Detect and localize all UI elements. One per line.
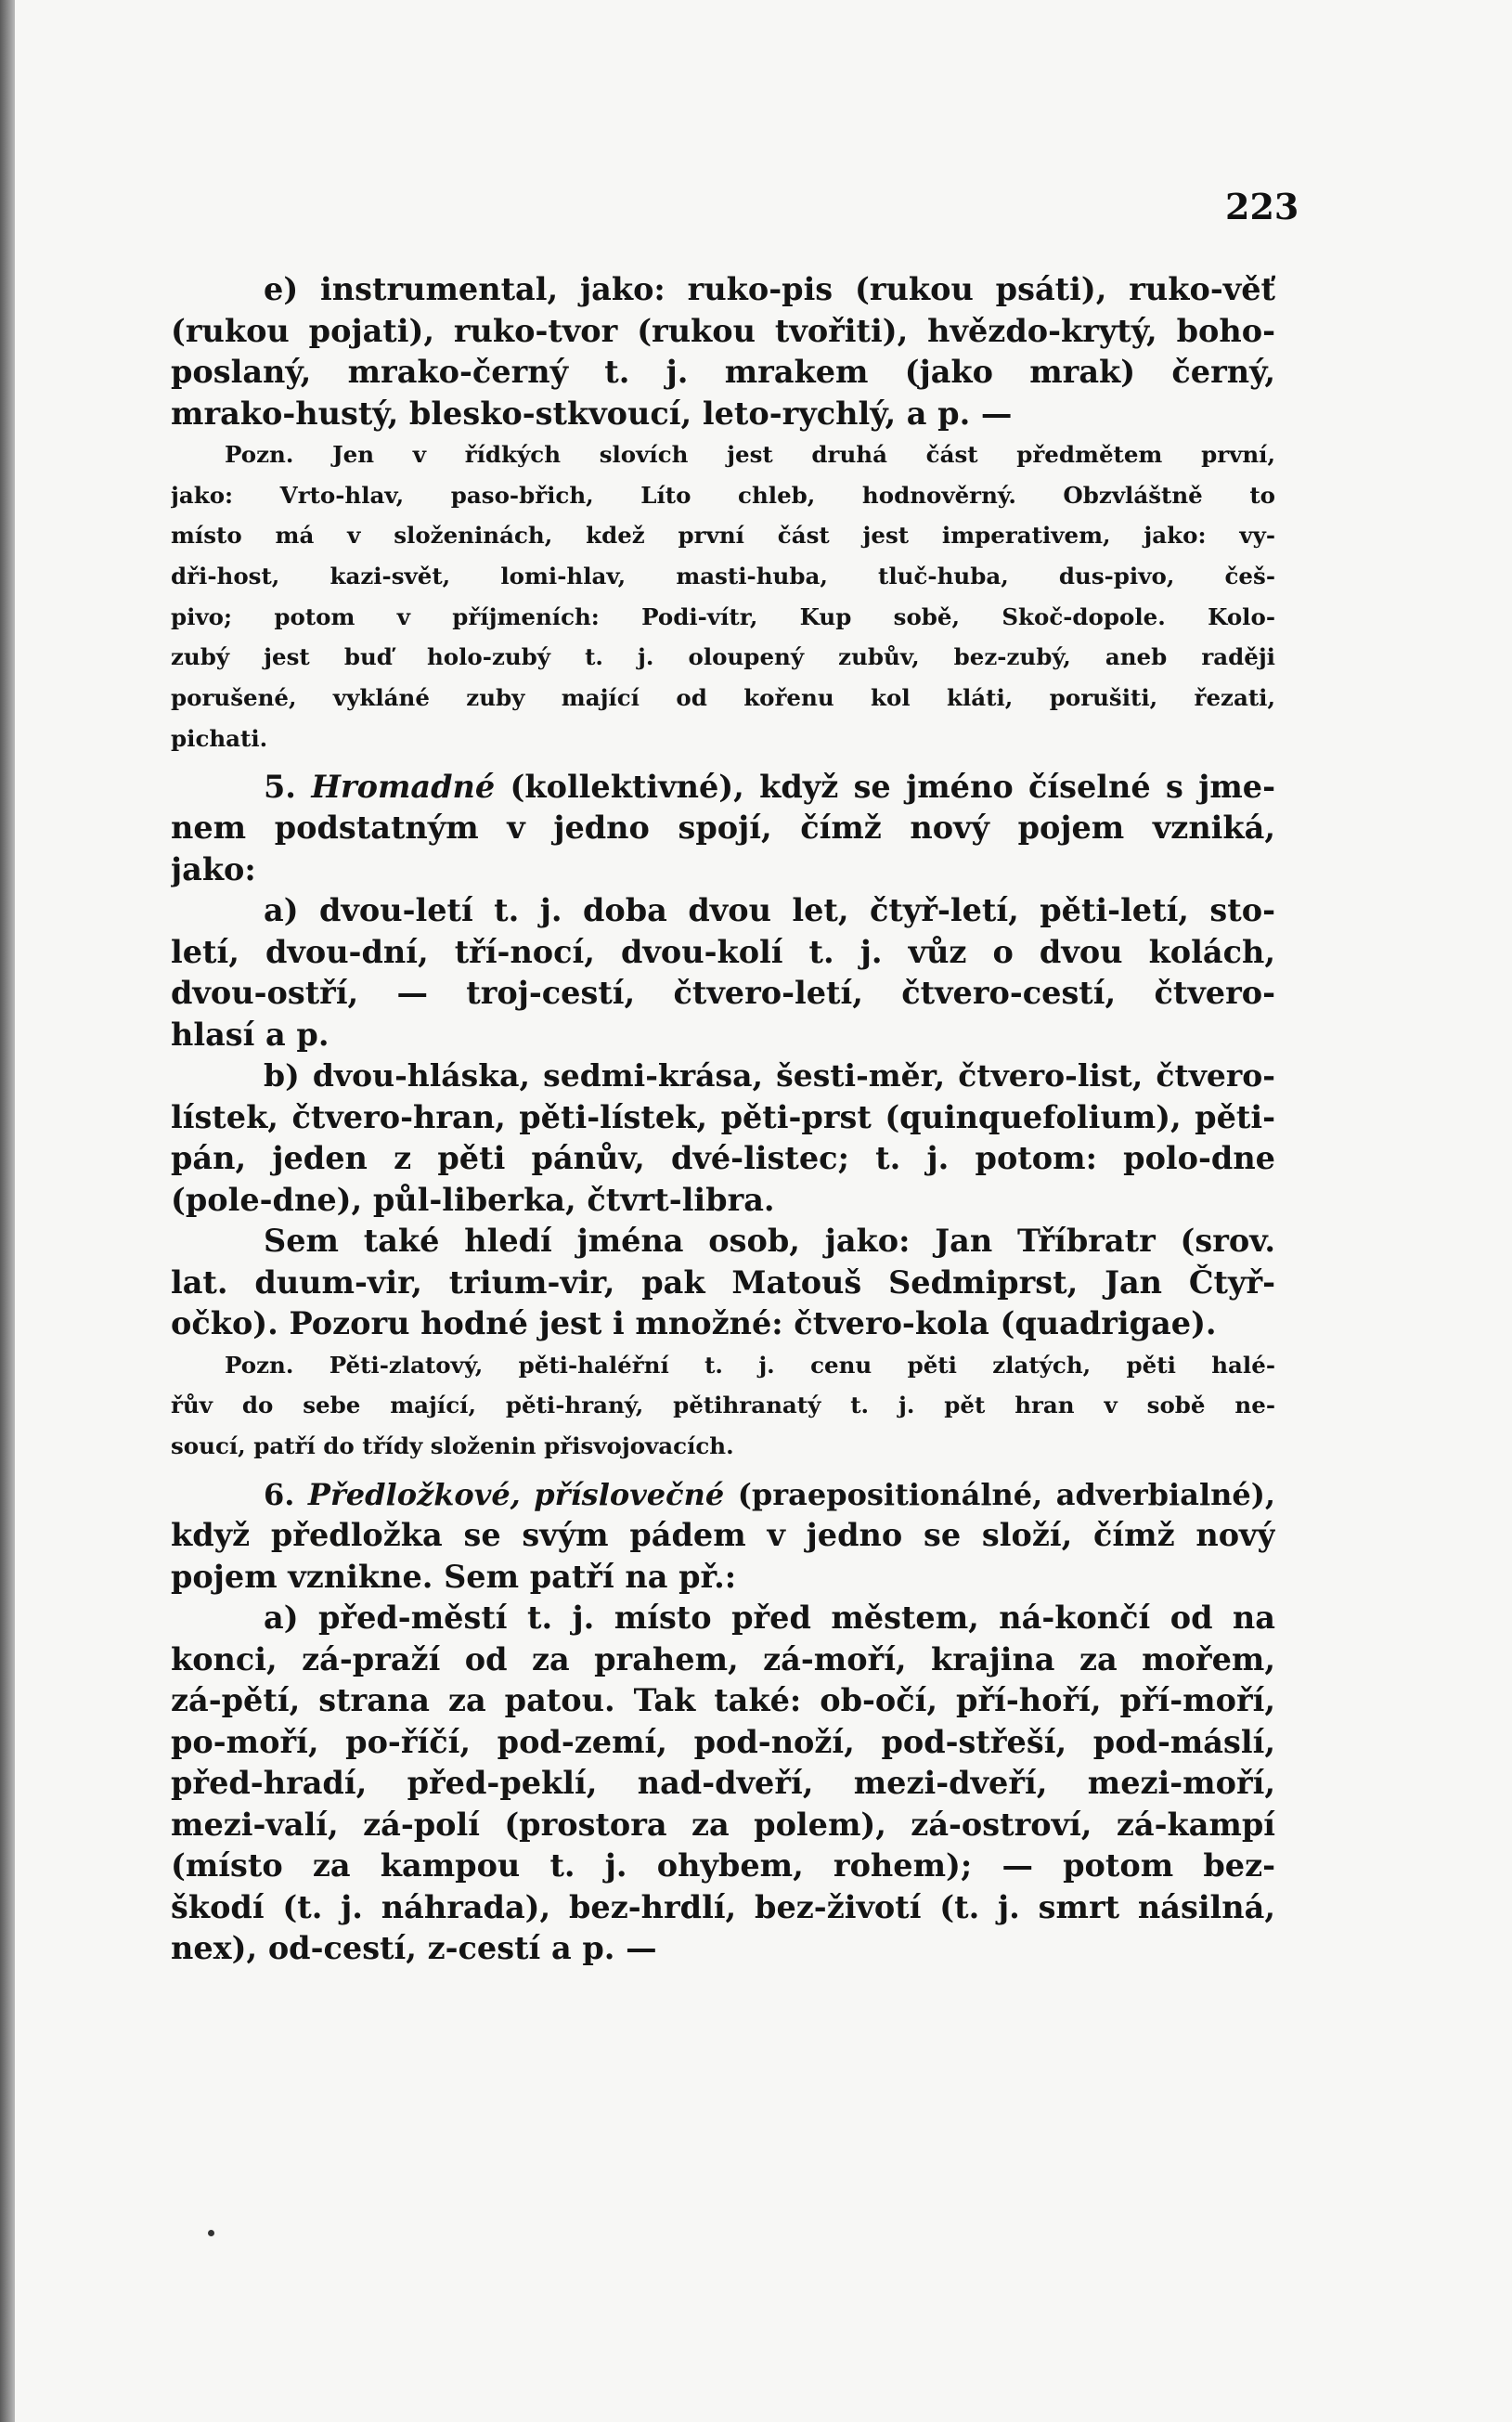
text-line: (místo za kampou t. j. ohybem, rohem); — potom bez- — [171, 1847, 1275, 1884]
text-line: hlasí a p. — [171, 1016, 330, 1053]
text-line: po-moří, po-říčí, pod-zemí, pod-noží, pod-střeší, pod-máslí, — [171, 1723, 1275, 1760]
footnote-line: Pozn. Pěti-zlatový, pěti-haléřní t. j. cenu pěti zlatých, pěti halé- — [225, 1351, 1275, 1379]
footnote-line: místo má v složeninách, kdež první část jest imperativem, jako: vy- — [171, 522, 1275, 550]
text-line: nex), od-cestí, z-cestí a p. — — [171, 1930, 657, 1967]
text-line: mrako-hustý, blesko-stkvoucí, leto-rychlý, a p. — — [171, 395, 1013, 432]
footnote-line: pichati. — [171, 724, 268, 752]
text-line: poslaný, mrako-černý t. j. mrakem (jako mrak) černý, — [171, 354, 1275, 390]
text-line — [171, 1474, 1275, 1516]
text-line: před-hradí, před-peklí, nad-dveří, mezi-dveří, mezi-moří, — [171, 1765, 1275, 1802]
text-line: mezi-valí, zá-polí (prostora za polem), zá-ostroví, zá-kampí — [171, 1806, 1275, 1843]
text-line: lístek, čtvero-hran, pěti-lístek, pěti-prst (quinquefolium), pěti- — [171, 1098, 1275, 1135]
text-line: konci, zá-praží od za prahem, zá-moří, krajina za mořem, — [171, 1640, 1275, 1677]
text-line: b) dvou-hláska, sedmi-krása, šesti-měr, čtvero-list, čtvero- — [264, 1057, 1275, 1094]
text-line: pán, jeden z pěti pánův, dvé-listec; t. j. potom: polo-dne — [171, 1140, 1275, 1176]
page-number: 223 — [1225, 186, 1299, 227]
footnote-line: porušené, vykláné zuby mající od kořenu kol kláti, porušiti, řezati, — [171, 684, 1275, 712]
section-number: 5. — [264, 768, 312, 805]
text-line: očko). Pozoru hodné jest i množné: čtvero-kola (quadrigae). — [171, 1305, 1217, 1341]
text-line: když předložka se svým pádem v jedno se složí, čímž nový — [171, 1517, 1275, 1554]
line-text: (kollektivné), když se jméno číselné s jme- — [495, 768, 1275, 805]
footnote-line: jako: Vrto-hlav, paso-břich, Líto chleb, hodnověrný. Obzvláštně to — [171, 481, 1275, 509]
text-line: a) před-městí t. j. místo před městem, ná-končí od na — [264, 1600, 1275, 1637]
text-line: nem podstatným v jedno spojí, čímž nový pojem vzniká, — [171, 809, 1275, 846]
section-heading: Hromadné — [311, 768, 496, 805]
ink-speck — [208, 2230, 214, 2236]
footnote-line: zubý jest buď holo-zubý t. j. oloupený zubův, bez-zubý, aneb raději — [171, 643, 1275, 671]
line-text: (praepositionálné, adverbialné), — [724, 1476, 1275, 1512]
text-line — [171, 767, 1275, 809]
text-line: jako: — [171, 850, 256, 887]
scan-edge — [0, 0, 15, 2422]
text-line: (pole-dne), půl-liberka, čtvrt-libra. — [171, 1181, 775, 1218]
text-line: (rukou pojati), ruko-tvor (rukou tvořiti), hvězdo-krytý, boho- — [171, 312, 1275, 349]
footnote-line: pivo; potom v příjmeních: Podi-vítr, Kup sobě, Skoč-dopole. Kolo- — [171, 602, 1275, 630]
book-page — [15, 0, 1512, 2422]
text-line: Sem také hledí jména osob, jako: Jan Tříbratr (srov. — [264, 1223, 1275, 1259]
text-line: dvou-ostří, — troj-cestí, čtvero-letí, čtvero-cestí, čtvero- — [171, 975, 1275, 1011]
text-line: letí, dvou-dní, tří-nocí, dvou-kolí t. j. vůz o dvou kolách, — [171, 933, 1275, 970]
section-number: 6. — [264, 1476, 308, 1512]
text-line: zá-pětí, strana za patou. Tak také: ob-očí, pří-hoří, pří-moří, — [171, 1682, 1275, 1719]
footnote-line: soucí, patří do třídy složenin přisvojovacích. — [171, 1431, 734, 1459]
text-line: a) dvou-letí t. j. doba dvou let, čtyř-letí, pěti-letí, sto- — [264, 892, 1275, 928]
text-line: škodí (t. j. náhrada), bez-hrdlí, bez-životí (t. j. smrt násilná, — [171, 1888, 1275, 1925]
page-text — [171, 269, 1275, 1970]
text-line: lat. duum-vir, trium-vir, pak Matouš Sedmiprst, Jan Čtyř- — [171, 1263, 1275, 1301]
text-line: e) instrumental, jako: ruko-pis (rukou psáti), ruko-věť — [264, 271, 1275, 307]
footnote-line: Pozn. Jen v řídkých slovích jest druhá část předmětem první, — [225, 441, 1275, 468]
footnote-line: dři-host, kazi-svět, lomi-hlav, masti-huba, tluč-huba, dus-pivo, češ- — [171, 563, 1275, 590]
footnote-line: řův do sebe mající, pěti-hraný, pětihranatý t. j. pět hran v sobě ne- — [171, 1392, 1275, 1419]
text-line: pojem vznikne. Sem patří na př.: — [171, 1558, 737, 1595]
section-heading: Předložkové, příslovečné — [307, 1476, 725, 1512]
